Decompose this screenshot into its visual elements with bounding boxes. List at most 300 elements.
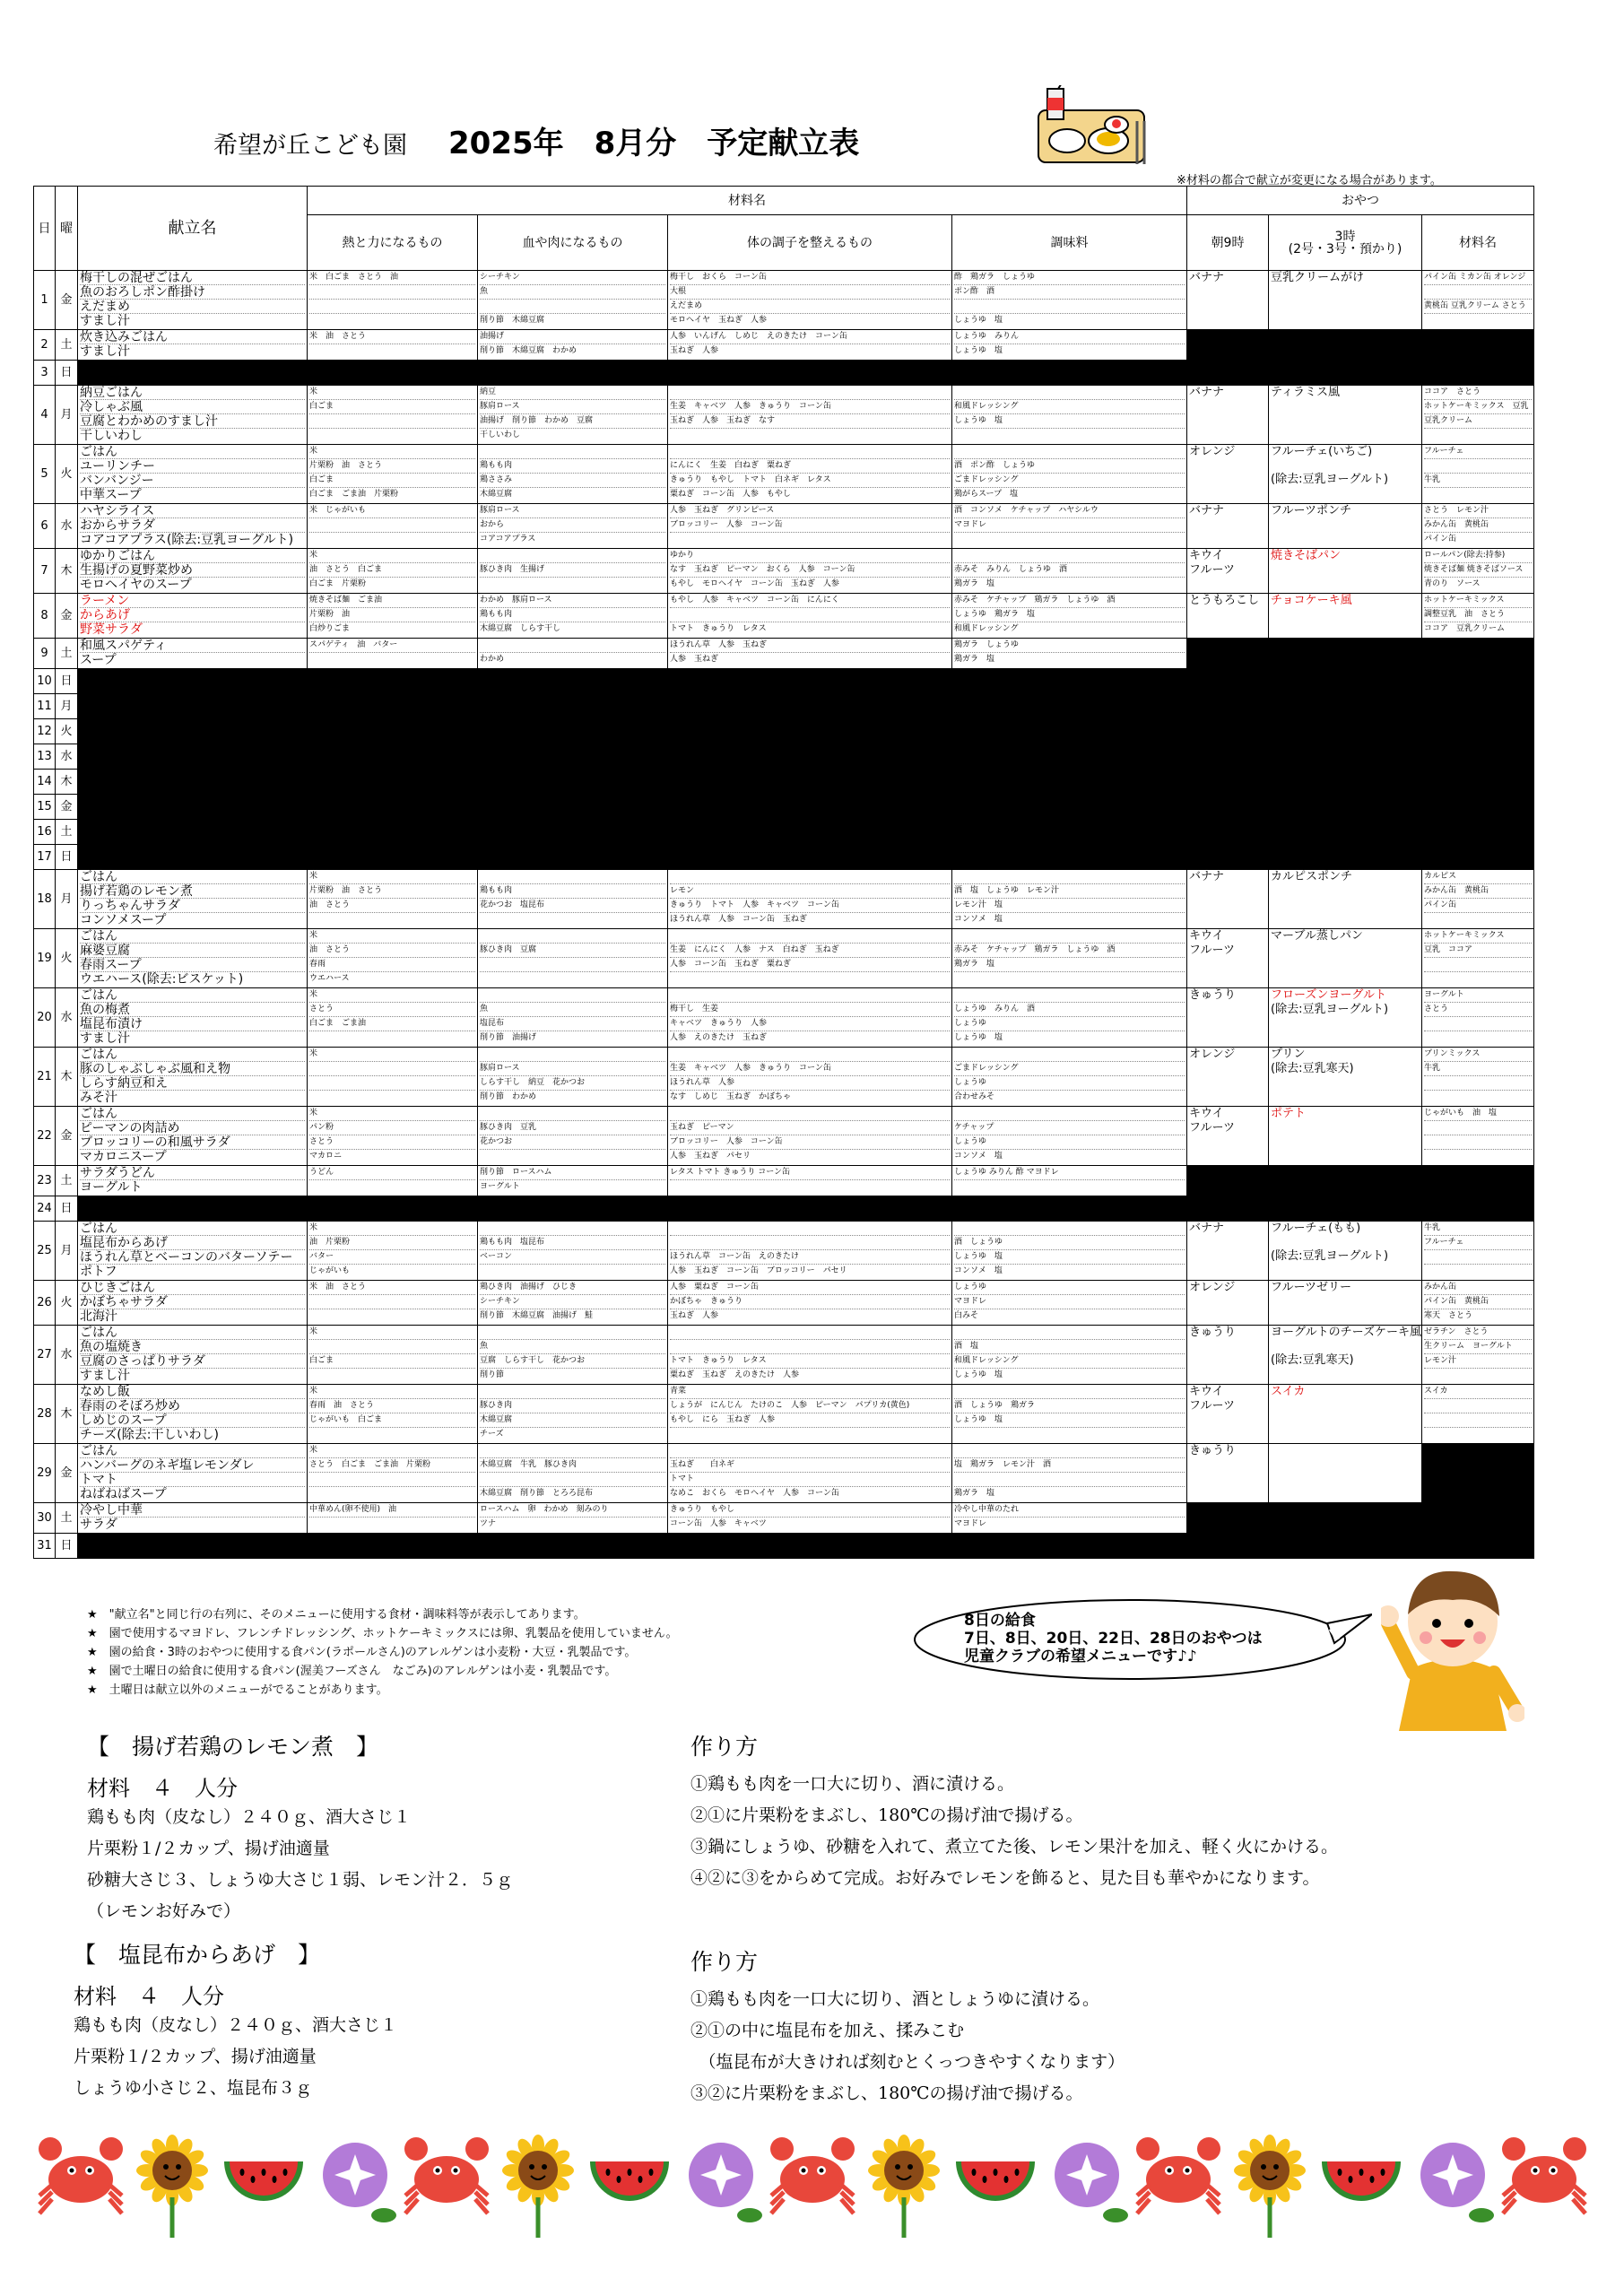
cell-line: ポン酢 酒 xyxy=(954,285,1185,300)
body-foods xyxy=(668,504,952,549)
cell-line: スイカ xyxy=(1424,1385,1532,1399)
day-number: 2 xyxy=(34,330,56,361)
header-snack: おやつ xyxy=(1187,187,1534,215)
cell-line xyxy=(670,988,950,1003)
cell-line: 油 片栗粉 xyxy=(309,1236,475,1250)
cell-line: 玉ねぎ 人参 xyxy=(670,346,719,355)
blood-foods xyxy=(478,1281,668,1326)
cell-line: モロヘイヤ 玉ねぎ 人参 xyxy=(670,316,768,325)
blood-foods xyxy=(478,1222,668,1281)
cell-line xyxy=(954,929,1185,944)
cell-line: パイン缶 ミカン缶 オレンジ xyxy=(1424,271,1532,285)
recipe-step: ③②に片栗粉をまぶし、180℃の揚げ油で揚げる。 xyxy=(690,2083,1083,2103)
cell-line xyxy=(309,1180,475,1195)
menu-table xyxy=(33,186,1534,1559)
menu-names xyxy=(78,1444,308,1503)
cell-line: ココア 豆乳クリーム xyxy=(1424,624,1506,633)
body-foods xyxy=(668,330,952,361)
cell-line: ユーリンチー xyxy=(80,459,305,474)
day-number: 4 xyxy=(34,386,56,445)
cell-line: ウエハース xyxy=(309,974,350,983)
cell-line: しょうゆ 鶏ガラ 塩 xyxy=(954,608,1185,622)
day-row xyxy=(34,1222,1534,1281)
menu-names xyxy=(78,445,308,504)
cell-line xyxy=(670,533,950,547)
boy-character-icon xyxy=(1381,1561,1524,1731)
cell-line: 粟ねぎ 玉ねぎ えのきたけ 人参 xyxy=(670,1370,800,1379)
cell-line: なめし飯 xyxy=(80,1385,305,1399)
body-foods xyxy=(668,1107,952,1166)
snack-materials xyxy=(1422,1048,1534,1107)
closed-day-block xyxy=(78,719,1534,744)
blood-foods xyxy=(478,504,668,549)
cell-line: しょうゆ 塩 xyxy=(954,414,1185,429)
snack-materials xyxy=(1422,988,1534,1048)
cell-line: 豚のしゃぶしゃぶ風和え物 xyxy=(80,1062,305,1076)
closed-day-block xyxy=(78,820,1534,845)
blood-foods xyxy=(478,870,668,929)
snack-pm3-item: フローズンヨーグルト xyxy=(1271,988,1386,1002)
cell-line: バンバンジー xyxy=(80,474,305,488)
snack-pm3 xyxy=(1269,504,1422,549)
closed-day-block xyxy=(78,361,1534,386)
morning-glory-icon xyxy=(1055,2143,1128,2222)
body-foods xyxy=(668,1385,952,1444)
cell-line xyxy=(1424,1265,1532,1279)
recipe-step: ①鶏もも肉を一口大に切り、酒としょうゆに漬ける。 xyxy=(690,1989,1100,2009)
snack-am9 xyxy=(1187,594,1269,639)
bubble-line: 8日の給食 xyxy=(964,1612,1036,1630)
cell-line: カルピス xyxy=(1424,870,1532,884)
cell-line: マカロニスープ xyxy=(80,1150,167,1164)
energy-foods xyxy=(308,594,478,639)
cell-line: 生姜 キャベツ 人参 きゅうり コーン缶 xyxy=(670,1062,950,1076)
cell-line xyxy=(480,1473,665,1487)
cell-line xyxy=(1424,1076,1532,1091)
energy-foods xyxy=(308,1444,478,1503)
header-menu: 献立名 xyxy=(78,187,308,271)
day-row xyxy=(34,445,1534,504)
cell-line: さとう xyxy=(1424,1003,1532,1017)
snack-pm3 xyxy=(1269,1326,1422,1385)
cell-line: 青菜 xyxy=(670,1385,950,1399)
snack-am9 xyxy=(1187,271,1269,330)
cell-line: 魚の塩焼き xyxy=(80,1340,305,1354)
cell-line: 米 xyxy=(309,1444,475,1458)
cell-line: 野菜サラダ xyxy=(80,622,143,637)
snack-am9-item: フルーツ xyxy=(1189,562,1235,577)
cell-line: シーチキン xyxy=(480,271,665,285)
cell-line: マカロニ xyxy=(309,1152,343,1161)
cell-line: ごはん xyxy=(80,988,305,1003)
closed-day-block xyxy=(78,1534,1534,1559)
cell-line: みそ汁 xyxy=(80,1091,117,1105)
blood-foods xyxy=(478,988,668,1048)
cell-line xyxy=(309,414,475,429)
cell-line: 玉ねぎ ピーマン xyxy=(670,1121,950,1135)
seasonings xyxy=(952,1326,1187,1385)
cell-line: 鶏もも肉 xyxy=(480,608,665,622)
weekday: 水 xyxy=(56,988,78,1048)
cell-line: 赤みそ ケチャップ 鶏ガラ しょうゆ 酒 xyxy=(954,594,1185,608)
cell-line: しょうゆ みりん 酢 マヨドレ xyxy=(954,1166,1185,1180)
cell-line: 豚ひき肉 豆腐 xyxy=(480,944,665,958)
snack-materials xyxy=(1422,504,1534,549)
cell-line: マヨドレ xyxy=(954,518,1185,533)
cell-line: 玉ねぎ 人参 玉ねぎ なす xyxy=(670,414,950,429)
cell-line: 梅干し おくら コーン缶 xyxy=(670,271,950,285)
snack-materials xyxy=(1422,386,1534,445)
menu-names xyxy=(78,1222,308,1281)
cell-line: じゃがいも 油 塩 xyxy=(1424,1107,1532,1121)
menu-names xyxy=(78,1281,308,1326)
energy-foods xyxy=(308,870,478,929)
snack-am9-item: きゅうり xyxy=(1189,988,1237,1002)
weekday: 金 xyxy=(56,1444,78,1503)
cell-line: 白ごま xyxy=(309,1354,475,1369)
day-row xyxy=(34,1385,1534,1444)
weekday: 水 xyxy=(56,504,78,549)
snack-am9 xyxy=(1187,1385,1269,1444)
recipe-how-title: 作り方 xyxy=(690,1949,759,1975)
cell-line: 春雨 油 さとう xyxy=(309,1399,475,1413)
cell-line: 酒 しょうゆ xyxy=(954,1236,1185,1250)
cell-line: さとう xyxy=(309,1135,475,1150)
cell-line: 鶏ガラ 塩 xyxy=(954,1489,995,1498)
day-number: 15 xyxy=(34,795,56,820)
cell-line: 米 xyxy=(309,929,475,944)
day-row xyxy=(34,639,1534,669)
cell-line: ポトフ xyxy=(80,1265,117,1279)
cell-line xyxy=(309,1340,475,1354)
day-number: 20 xyxy=(34,988,56,1048)
cell-line: 酒 塩 xyxy=(954,1340,1185,1354)
snack-am9 xyxy=(1187,1048,1269,1107)
cell-line: もやし 人参 キャベツ コーン缶 にんにく xyxy=(670,594,950,608)
cell-line: にんにく 生姜 白ねぎ 粟ねぎ xyxy=(670,459,950,474)
body-foods xyxy=(668,870,952,929)
cell-line xyxy=(954,1473,1185,1487)
cell-line: りっちゃんサラダ xyxy=(80,899,305,913)
weekday: 日 xyxy=(56,361,78,386)
header-materials: 材料名 xyxy=(308,187,1187,215)
cell-line xyxy=(670,1222,950,1236)
day-row xyxy=(34,744,1534,770)
cell-line: ほうれん草 コーン缶 えのきたけ xyxy=(670,1250,950,1265)
day-number: 24 xyxy=(34,1196,56,1222)
menu-names xyxy=(78,271,308,330)
day-row xyxy=(34,770,1534,795)
cell-line: 豆腐のさっぱりサラダ xyxy=(80,1354,305,1369)
cell-line: しょうゆ xyxy=(954,1281,1185,1295)
weekday: 火 xyxy=(56,719,78,744)
day-number: 28 xyxy=(34,1385,56,1444)
cell-line: 削り節 ロースハム xyxy=(480,1166,665,1180)
header-body: 体の調子を整えるもの xyxy=(668,215,952,271)
blood-foods xyxy=(478,386,668,445)
body-foods xyxy=(668,594,952,639)
snack-pm3 xyxy=(1269,1444,1422,1503)
cell-line: 炊き込みごはん xyxy=(80,330,305,344)
cell-line: 米 xyxy=(309,549,475,563)
cell-line: スパゲティ 油 バター xyxy=(309,639,475,653)
cell-line xyxy=(954,1444,1185,1458)
cell-line xyxy=(954,1428,1185,1442)
cell-line xyxy=(1424,488,1532,502)
snack-pm3-item: プリン xyxy=(1271,1048,1306,1061)
cell-line xyxy=(480,1385,665,1399)
footer-decoration xyxy=(33,2117,1594,2251)
cell-line: ブロッコリーの和風サラダ xyxy=(80,1135,305,1150)
cell-line: 米 油 さとう xyxy=(309,1281,475,1295)
snack-am9-item: オレンジ xyxy=(1189,1281,1236,1294)
cell-line xyxy=(1424,1250,1532,1265)
cell-line: しょうゆ xyxy=(954,1076,1185,1091)
cell-line: 鶏ささみ xyxy=(480,474,665,488)
cell-line xyxy=(670,386,950,400)
snack-am9 xyxy=(1187,988,1269,1048)
cell-line: パイン缶 黄桃缶 xyxy=(1424,1295,1532,1309)
cell-line: 魚 xyxy=(480,1340,665,1354)
menu-names xyxy=(78,386,308,445)
day-number: 3 xyxy=(34,361,56,386)
cell-line: えだまめ xyxy=(670,300,950,314)
sunflower-icon xyxy=(1234,2135,1306,2238)
cell-line: 鶏もも肉 塩昆布 xyxy=(480,1236,665,1250)
cell-line: 揚げ若鶏のレモン煮 xyxy=(80,884,305,899)
cell-line xyxy=(480,972,665,987)
weekday: 土 xyxy=(56,330,78,361)
cell-line xyxy=(309,285,475,300)
cell-line: 人参 玉ねぎ コーン缶 ブロッコリー パセリ xyxy=(670,1266,847,1275)
body-foods xyxy=(668,386,952,445)
cell-line: 魚 xyxy=(480,1003,665,1017)
day-number: 6 xyxy=(34,504,56,549)
cell-line: 牛乳 xyxy=(1424,1222,1532,1236)
energy-foods xyxy=(308,1048,478,1107)
day-row xyxy=(34,870,1534,929)
menu-names xyxy=(78,1048,308,1107)
snack-pm3 xyxy=(1269,1107,1422,1166)
cell-line: ごはん xyxy=(80,1048,305,1062)
menu-month: 2025年 8月分 予定献立表 xyxy=(448,126,860,161)
recipe-how-title: 作り方 xyxy=(690,1734,759,1760)
cell-line: 魚 xyxy=(480,285,665,300)
blood-foods xyxy=(478,1048,668,1107)
menu-names xyxy=(78,330,308,361)
recipe-shiokombu-karaage-steps xyxy=(690,1944,1125,2109)
energy-foods xyxy=(308,1281,478,1326)
crab-icon xyxy=(1136,2137,1220,2213)
cell-line: 米 白ごま さとう 油 xyxy=(309,271,475,285)
seasonings xyxy=(952,929,1187,988)
cell-line xyxy=(309,1309,475,1324)
cell-line xyxy=(1424,1150,1532,1164)
seasonings xyxy=(952,1281,1187,1326)
cell-line: ほうれん草 人参 玉ねぎ xyxy=(670,639,950,653)
cell-line: 塩昆布漬け xyxy=(80,1017,305,1031)
cell-line: なす しめじ 玉ねぎ かぼちゃ xyxy=(670,1092,792,1101)
cell-line xyxy=(670,1180,950,1195)
legend-line: ★ "献立名"と同じ行の右列に、そのメニューに使用する食材・調味料等が表示してあります。 xyxy=(87,1608,586,1622)
cell-line: 片栗粉 油 さとう xyxy=(309,884,475,899)
energy-foods xyxy=(308,929,478,988)
snack-pm3-item: (除去:豆乳ヨーグルト) xyxy=(1271,1249,1389,1264)
cell-line: ヨーグルト xyxy=(1424,988,1532,1003)
recipe-servings: 材料 ４ 人分 xyxy=(74,1984,224,2009)
cell-line: きゅうり もやし トマト 白ネギ レタス xyxy=(670,474,950,488)
cell-line: 中華めん(卵不使用) 油 xyxy=(309,1503,475,1518)
weekday: 日 xyxy=(56,1534,78,1559)
cell-line: 酒 コンソメ ケチャップ ハヤシルウ xyxy=(954,504,1185,518)
snack-pm3-item: (除去:豆乳寒天) xyxy=(1271,1061,1354,1075)
sunflower-icon xyxy=(136,2135,208,2238)
cell-line: 人参 いんげん しめじ えのきたけ コーン缶 xyxy=(670,330,950,344)
energy-foods xyxy=(308,271,478,330)
legend-line: ★ 園で使用するマヨドレ、フレンチドレッシング、ホットケーキミックスには卵、乳製品を使用していません。 xyxy=(87,1627,678,1640)
blood-foods xyxy=(478,1385,668,1444)
cell-line: 冷やし中華 xyxy=(80,1503,305,1518)
snack-block xyxy=(1187,1166,1534,1196)
seasonings xyxy=(952,445,1187,504)
cell-line xyxy=(954,988,1185,1003)
menu-names xyxy=(78,1385,308,1444)
snack-materials xyxy=(1422,549,1534,594)
snack-block xyxy=(1187,330,1534,361)
watermelon-icon xyxy=(590,2161,669,2201)
cell-line xyxy=(670,1444,950,1458)
cell-line xyxy=(480,929,665,944)
snack-materials xyxy=(1422,1281,1534,1326)
cell-line xyxy=(309,913,475,927)
cell-line xyxy=(309,1428,475,1442)
cell-line xyxy=(480,988,665,1003)
cell-line xyxy=(670,445,950,459)
snack-pm3 xyxy=(1269,594,1422,639)
cell-line: 米 油 さとう xyxy=(309,330,475,344)
snack-am9-item: フルーツ xyxy=(1189,943,1235,957)
cell-line: ウエハース(除去:ビスケット) xyxy=(80,972,244,987)
cell-line: ほうれん草 人参 xyxy=(670,1076,950,1091)
snack-am9 xyxy=(1187,870,1269,929)
cell-line: 米 xyxy=(309,386,475,400)
snack-pm3-item: (除去:豆乳ヨーグルト) xyxy=(1271,1002,1389,1016)
weekday: 金 xyxy=(56,1107,78,1166)
cell-line: わかめ xyxy=(480,655,505,664)
day-number: 10 xyxy=(34,669,56,694)
cell-line: なめこ おくら モロヘイヤ 人参 コーン缶 xyxy=(670,1489,839,1498)
cell-line: バター xyxy=(309,1250,475,1265)
snack-am9 xyxy=(1187,1444,1269,1503)
cell-line xyxy=(309,533,475,547)
snack-am9-item: とうもろこし xyxy=(1189,594,1260,607)
cell-line: 焼きそば麺 焼きそばソース xyxy=(1424,563,1532,578)
snack-materials xyxy=(1422,271,1534,330)
snack-pm3-item: 豆乳クリームがけ xyxy=(1271,271,1365,284)
cell-line: 生姜 キャベツ 人参 きゅうり コーン缶 xyxy=(670,400,950,414)
menu-names xyxy=(78,504,308,549)
body-foods xyxy=(668,1222,952,1281)
cell-line: 豆乳クリーム xyxy=(1424,414,1532,429)
cell-line: 米 xyxy=(309,1326,475,1340)
cell-line: 人参 玉ねぎ グリンピース xyxy=(670,504,950,518)
recipe-ingredient: 片栗粉１/２カップ、揚げ油適量 xyxy=(74,2047,317,2066)
cell-line: しょうゆ 塩 xyxy=(954,316,1003,325)
cell-line: 豚ひき肉 xyxy=(480,1399,665,1413)
cell-line xyxy=(954,533,1185,547)
cell-line: 木綿豆腐 xyxy=(480,1413,665,1428)
day-row xyxy=(34,1444,1534,1503)
cell-line: 鶏がらスープ 塩 xyxy=(954,490,1019,499)
cell-line: コアコアプラス(除去:豆乳ヨーグルト) xyxy=(80,533,294,547)
cell-line: シーチキン xyxy=(480,1295,665,1309)
weekday: 金 xyxy=(56,594,78,639)
cell-line: 豚ひき肉 生揚げ xyxy=(480,563,665,578)
cell-line xyxy=(480,445,665,459)
cell-line xyxy=(1424,1135,1532,1150)
snack-am9 xyxy=(1187,445,1269,504)
cell-line: 白ごま xyxy=(309,400,475,414)
snack-materials xyxy=(1422,1222,1534,1281)
blood-foods xyxy=(478,1326,668,1385)
day-row xyxy=(34,330,1534,361)
recipe-title: 【 塩昆布からあげ 】 xyxy=(74,1942,321,1968)
cell-line: レモン汁 xyxy=(1424,1354,1532,1369)
cell-line xyxy=(309,1295,475,1309)
cell-line: 春雨スープ xyxy=(80,958,305,972)
school-lunch-icon xyxy=(1022,85,1157,170)
day-row xyxy=(34,669,1534,694)
snack-pm3-item: フルーチェ(いちご) xyxy=(1271,445,1373,458)
cell-line: 鶏ガラ 塩 xyxy=(954,655,995,664)
snack-am9 xyxy=(1187,1107,1269,1166)
cell-line: ひじきごはん xyxy=(80,1281,305,1295)
header-day: 日 xyxy=(34,187,56,271)
recipe-step: ②①に片栗粉をまぶし、180℃の揚げ油で揚げる。 xyxy=(690,1805,1083,1825)
cell-line: 白ごま ごま油 xyxy=(309,1017,475,1031)
body-foods xyxy=(668,929,952,988)
recipe-step: ②①の中に塩昆布を加え、揉みこむ xyxy=(690,2021,965,2040)
cell-line: しょうゆ 塩 xyxy=(954,346,1003,355)
snack-pm3-item: ティラミス風 xyxy=(1271,386,1340,399)
cell-line xyxy=(1424,1091,1532,1105)
cell-line: 牛乳 xyxy=(1424,1062,1532,1076)
day-number: 31 xyxy=(34,1534,56,1559)
snack-pm3-item: フルーツポンチ xyxy=(1271,504,1351,517)
blood-foods xyxy=(478,639,668,669)
cell-line: すまし汁 xyxy=(80,1031,130,1046)
weekday: 火 xyxy=(56,1281,78,1326)
energy-foods xyxy=(308,504,478,549)
cell-line: からあげ xyxy=(80,608,305,622)
cell-line: 麻婆豆腐 xyxy=(80,944,305,958)
weekday: 水 xyxy=(56,1326,78,1385)
cell-line: 豆腐とわかめのすまし汁 xyxy=(80,414,305,429)
cell-line: 干しいわし xyxy=(80,429,143,443)
day-row xyxy=(34,271,1534,330)
cell-line: きゅうり もやし xyxy=(670,1503,950,1518)
cell-line: 魚のおろしポン酢掛け xyxy=(80,285,305,300)
cell-line: ブロッコリー 人参 コーン缶 xyxy=(670,1135,950,1150)
cell-line xyxy=(670,1048,950,1062)
cell-line: おから xyxy=(480,518,665,533)
snack-pm3-item xyxy=(1271,459,1420,474)
day-number: 30 xyxy=(34,1503,56,1534)
snack-pm3-item: チョコケーキ風 xyxy=(1271,594,1352,607)
snack-am9-item: バナナ xyxy=(1189,271,1225,284)
seasonings xyxy=(952,271,1187,330)
recipe-ingredient: しょうゆ小さじ２、塩昆布３ｇ xyxy=(74,2078,313,2098)
